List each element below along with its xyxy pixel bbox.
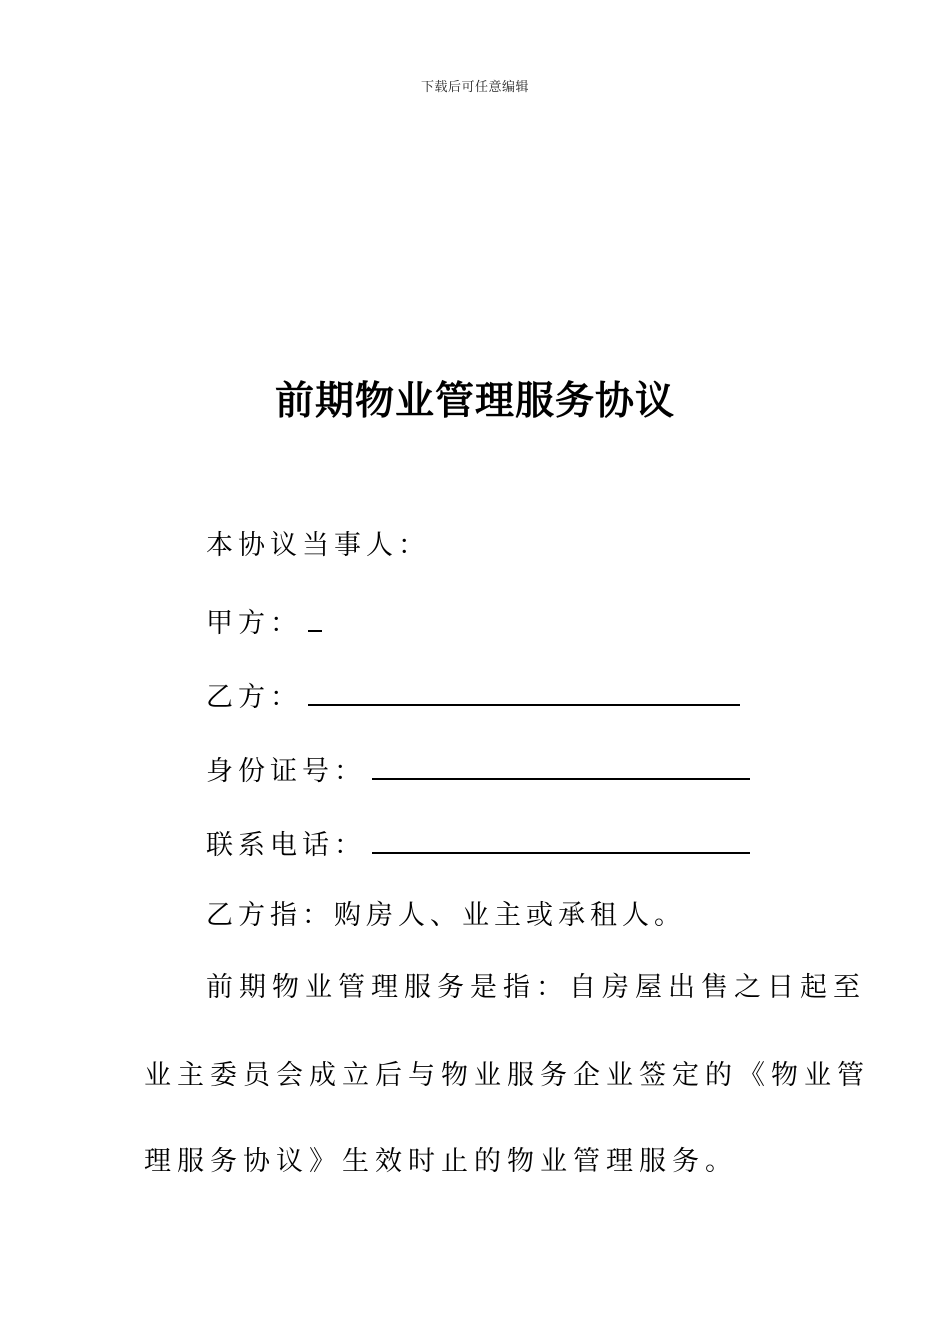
id-number-label: 身份证号： — [206, 756, 366, 787]
party-b-blank-line — [308, 678, 740, 706]
phone-blank-line — [372, 826, 750, 854]
phone-label: 联系电话： — [206, 830, 366, 861]
party-b-label: 乙方： — [206, 682, 302, 713]
service-definition-line-1: 前期物业管理服务是指：自房屋出售之日起至 — [206, 972, 866, 1003]
header-note: 下载后可任意编辑 — [420, 80, 529, 95]
service-definition-line-3: 理服务协议》生效时止的物业管理服务。 — [144, 1146, 738, 1177]
party-a-label: 甲方： — [206, 608, 302, 639]
id-number-row — [206, 752, 750, 788]
party-a-row — [206, 604, 322, 640]
party-a-blank-line — [308, 604, 322, 632]
party-b-definition: 乙方指：购房人、业主或承租人。 — [206, 900, 686, 931]
phone-row — [206, 826, 750, 862]
service-definition-line-2: 业主委员会成立后与物业服务企业签定的《物业管 — [144, 1060, 870, 1091]
party-b-row — [206, 678, 740, 714]
parties-intro: 本协议当事人： — [206, 530, 430, 561]
id-number-blank-line — [372, 752, 750, 780]
document-title: 前期物业管理服务协议 — [274, 379, 675, 424]
